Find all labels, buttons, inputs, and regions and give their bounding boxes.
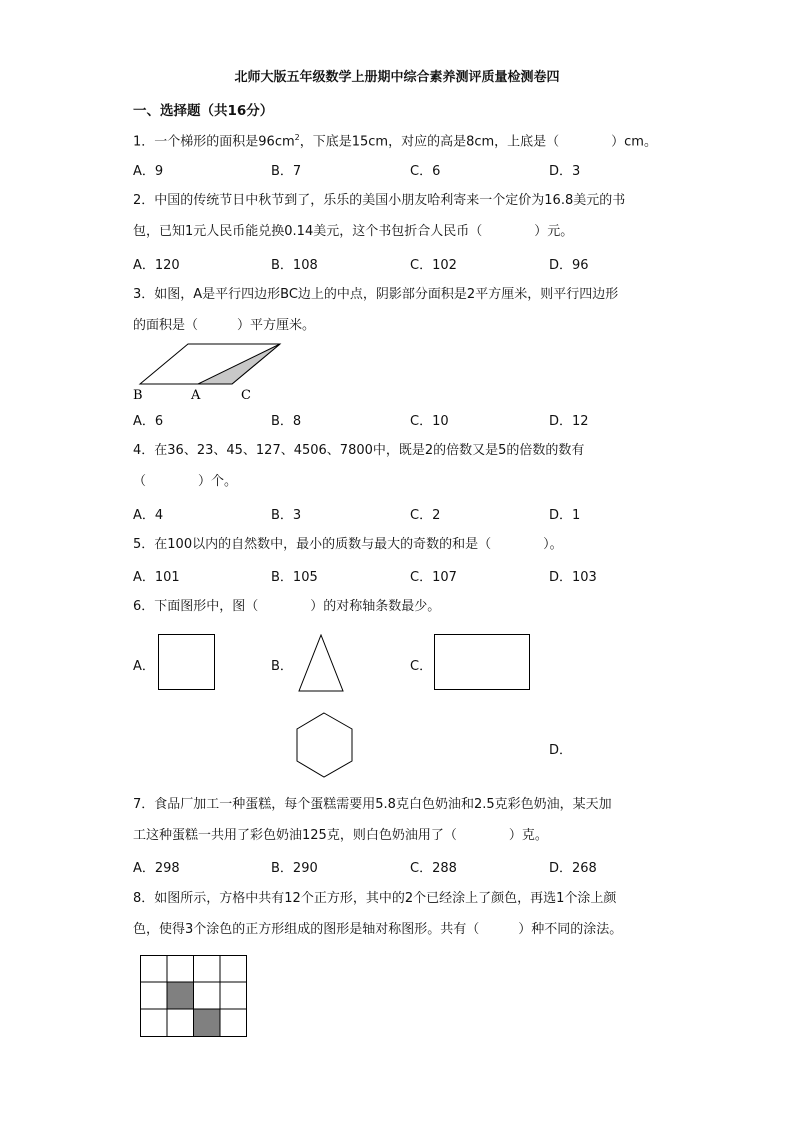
- q2-option-d[interactable]: D．96: [549, 258, 589, 273]
- q2-option-a[interactable]: A．120: [133, 258, 180, 273]
- q4-option-c[interactable]: C．2: [410, 508, 441, 523]
- square-shape: [158, 634, 215, 690]
- question-7-line2: 工这种蛋糕一共用了彩色奶油125克，则白色奶油用了（ ）克。: [133, 828, 548, 843]
- q6-option-b-label[interactable]: B．: [271, 659, 293, 674]
- q5-option-d[interactable]: D．103: [549, 570, 597, 585]
- label-b: B: [133, 388, 143, 402]
- question-8-line1: 8．如图所示，方格中共有12个正方形，其中的2个已经涂上了颜色，再选1个涂上颜: [133, 891, 617, 906]
- hexagon-shape: [296, 712, 354, 778]
- q1-option-c[interactable]: C．6: [410, 164, 441, 179]
- q3-option-b[interactable]: B．8: [271, 414, 302, 429]
- rectangle-shape: [434, 634, 530, 690]
- question-1: [133, 128, 657, 152]
- q7-option-d[interactable]: D．268: [549, 861, 597, 876]
- grid-figure: [140, 955, 250, 1038]
- q1-option-a[interactable]: A．9: [133, 164, 164, 179]
- question-6: 6．下面图形中，图（ ）的对称轴条数最少。: [133, 599, 441, 614]
- shaded-cell: [167, 982, 194, 1009]
- q3-option-d[interactable]: D．12: [549, 414, 589, 429]
- q3-option-c[interactable]: C．10: [410, 414, 449, 429]
- shaded-triangle: [198, 344, 280, 384]
- q3-option-a[interactable]: A．6: [133, 414, 164, 429]
- q7-option-a[interactable]: A．298: [133, 861, 180, 876]
- parallelogram-figure: [128, 340, 308, 402]
- question-3-line1: 3．如图，A是平行四边形BC边上的中点，阴影部分面积是2平方厘米，则平行四边形: [133, 287, 619, 302]
- question-3-line2: 的面积是（ ）平方厘米。: [133, 318, 316, 333]
- question-4-line1: 4．在36、23、45、127、4506、7800中，既是2的倍数又是5的倍数的数有: [133, 443, 585, 458]
- question-7-line1: 7．食品厂加工一种蛋糕，每个蛋糕需要用5.8克白色奶油和2.5克彩色奶油，某天加: [133, 797, 612, 812]
- q7-option-b[interactable]: B．290: [271, 861, 318, 876]
- q2-option-c[interactable]: C．102: [410, 258, 457, 273]
- q2-option-b[interactable]: B．108: [271, 258, 318, 273]
- q5-option-c[interactable]: C．107: [410, 570, 457, 585]
- q6-option-c-label[interactable]: C．: [410, 659, 433, 674]
- question-2-line2: 包，已知1元人民币能兑换0.14美元，这个书包折合人民币（ ）元。: [133, 224, 574, 239]
- q5-option-a[interactable]: A．101: [133, 570, 180, 585]
- q6-option-d-label[interactable]: D．: [549, 743, 573, 758]
- q1-superscript: 2: [294, 133, 300, 142]
- q4-option-b[interactable]: B．3: [271, 508, 302, 523]
- q1-text-b: ，下底是15cm，对应的高是8cm，上底是（ ）cm。: [299, 134, 657, 150]
- q5-option-b[interactable]: B．105: [271, 570, 318, 585]
- page-title: 北师大版五年级数学上册期中综合素养测评质量检测卷四: [234, 70, 560, 85]
- triangle-shape: [298, 634, 346, 692]
- q6-option-a-label[interactable]: A．: [133, 659, 155, 674]
- shaded-cell: [194, 1009, 221, 1036]
- q4-option-d[interactable]: D．1: [549, 508, 581, 523]
- question-8-line2: 色，使得3个涂色的正方形组成的图形是轴对称图形。共有（ ）种不同的涂法。: [133, 922, 623, 937]
- question-2-line1: 2．中国的传统节日中秋节到了，乐乐的美国小朋友哈利寄来一个定价为16.8美元的书: [133, 193, 626, 208]
- label-c: C: [241, 388, 251, 402]
- question-5: 5．在100以内的自然数中，最小的质数与最大的奇数的和是（ ）。: [133, 537, 563, 552]
- q1-option-d[interactable]: D．3: [549, 164, 581, 179]
- q1-text-a: 1．一个梯形的面积是96cm: [133, 134, 295, 150]
- q4-option-a[interactable]: A．4: [133, 508, 164, 523]
- q7-option-c[interactable]: C．288: [410, 861, 457, 876]
- label-a: A: [191, 388, 201, 402]
- section-heading: 一、选择题（共16分）: [133, 103, 274, 119]
- question-4-line2: （ ）个。: [133, 474, 238, 489]
- q1-option-b[interactable]: B．7: [271, 164, 302, 179]
